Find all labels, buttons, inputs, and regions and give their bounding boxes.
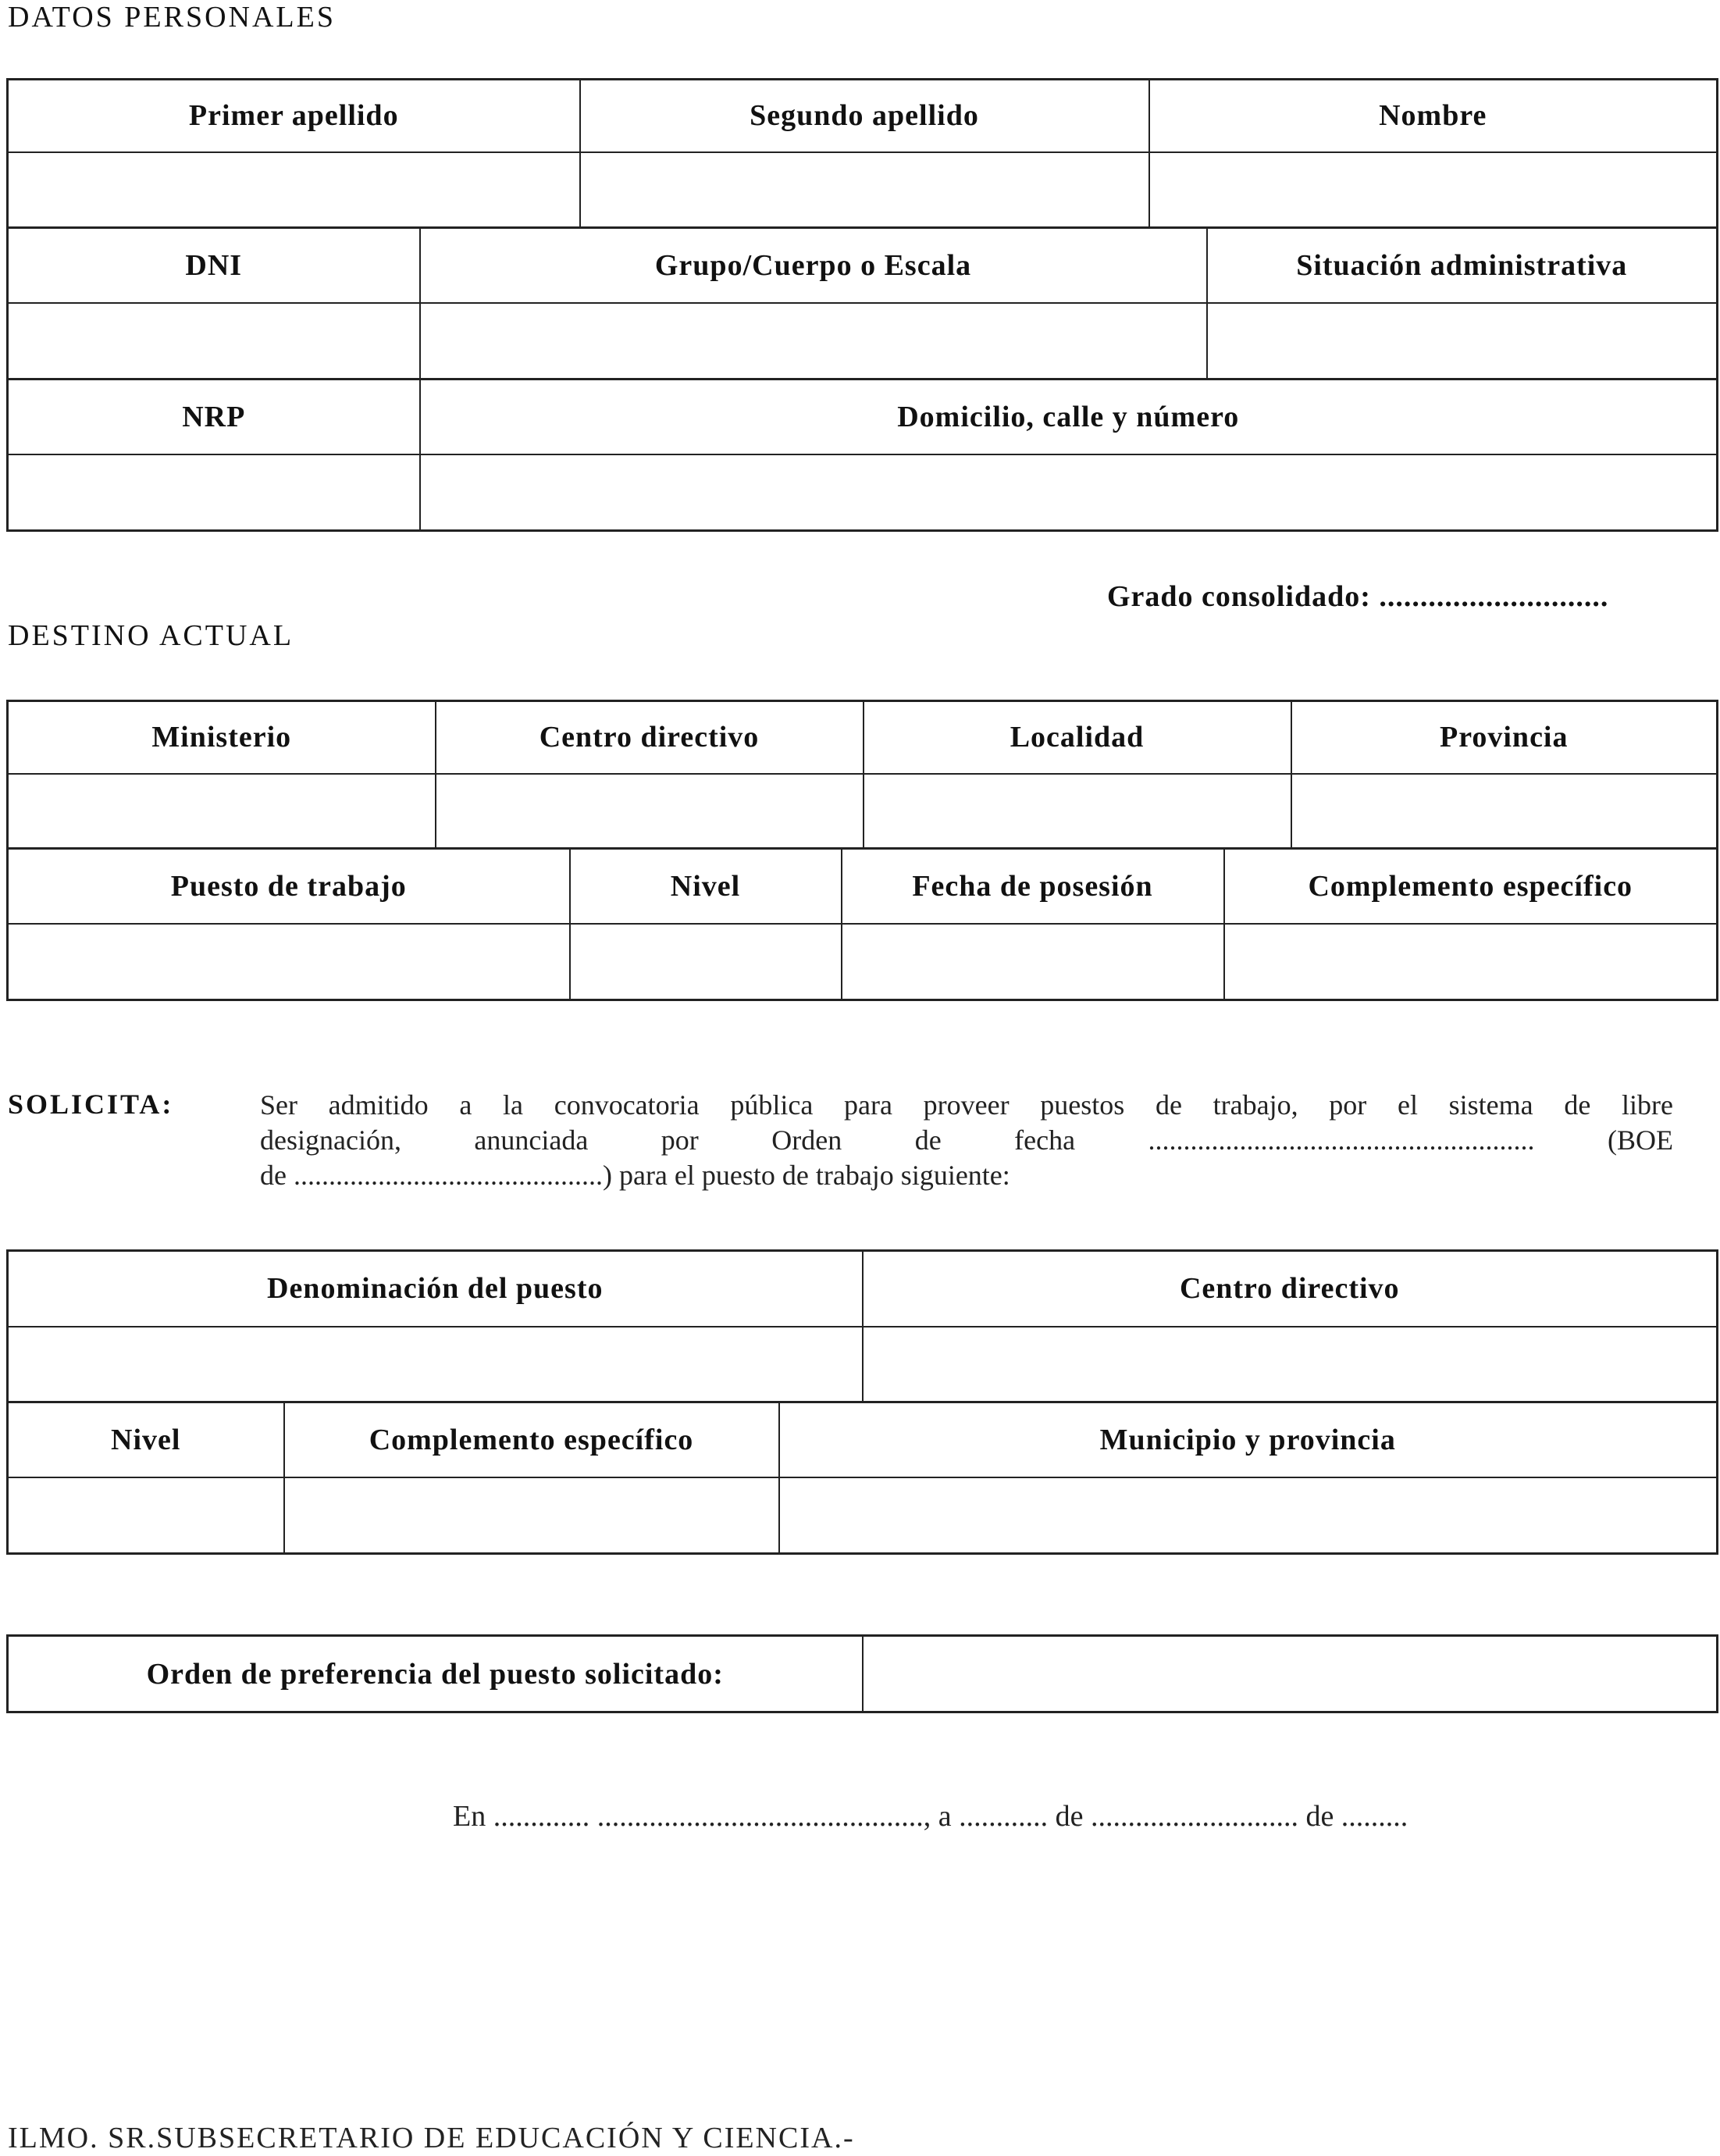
field-provincia[interactable]	[1291, 774, 1718, 849]
header-dni: DNI	[8, 227, 420, 303]
field-puesto-trabajo[interactable]	[8, 924, 570, 1000]
field-ministerio[interactable]	[8, 774, 436, 849]
field-complemento-solicitado[interactable]	[284, 1477, 779, 1553]
personal-data-table-dni	[6, 226, 1718, 380]
header-provincia: Provincia	[1291, 701, 1718, 774]
header-nivel: Nivel	[570, 848, 842, 924]
field-situacion[interactable]	[1207, 303, 1718, 379]
field-dni[interactable]	[8, 303, 420, 379]
field-municipio[interactable]	[779, 1477, 1718, 1553]
header-municipio: Municipio y provincia	[779, 1402, 1718, 1477]
field-nrp[interactable]	[8, 454, 420, 530]
header-situacion: Situación administrativa	[1207, 227, 1718, 303]
solicita-label: SOLICITA:	[8, 1089, 174, 1120]
grado-consolidado: Grado consolidado: ............................	[1107, 580, 1609, 613]
destino-table-puesto	[6, 847, 1718, 1001]
header-grupo: Grupo/Cuerpo o Escala	[420, 227, 1207, 303]
personal-data-table-names	[6, 78, 1718, 229]
header-ministerio: Ministerio	[8, 701, 436, 774]
field-preferencia[interactable]	[863, 1636, 1718, 1712]
field-nivel[interactable]	[570, 924, 842, 1000]
header-domicilio: Domicilio, calle y número	[420, 379, 1718, 454]
preferencia-label: Orden de preferencia del puesto solicitado:	[8, 1636, 863, 1712]
header-complemento-solicitado: Complemento específico	[284, 1402, 779, 1477]
field-nombre[interactable]	[1149, 152, 1718, 228]
solicita-line-3: de ............................................) para el puesto de trabajo siguiente:	[260, 1160, 1010, 1191]
preferencia-table	[6, 1634, 1718, 1713]
puesto-solicitado-table-top	[6, 1249, 1718, 1403]
destino-table-location	[6, 700, 1718, 850]
section-title-datos-personales: DATOS PERSONALES	[8, 1, 336, 34]
solicita-line-2: designación, anunciada por Orden de fecha ....................................................... (BOE	[260, 1124, 1673, 1156]
header-nombre: Nombre	[1149, 80, 1718, 152]
destinatario: ILMO. SR.SUBSECRETARIO DE EDUCACIÓN Y CIENCIA.-	[8, 2122, 855, 2154]
header-segundo-apellido: Segundo apellido	[580, 80, 1149, 152]
header-fecha-posesion: Fecha de posesión	[842, 848, 1224, 924]
solicita-line-1: Ser admitido a la convocatoria pública para proveer puestos de trabajo, por el sistema de libre	[260, 1089, 1673, 1121]
personal-data-table-nrp	[6, 378, 1718, 532]
header-centro-directivo-solicitado: Centro directivo	[863, 1251, 1718, 1327]
field-complemento[interactable]	[1224, 924, 1718, 1000]
field-centro-directivo-solicitado[interactable]	[863, 1327, 1718, 1402]
field-domicilio[interactable]	[420, 454, 1718, 530]
header-localidad: Localidad	[864, 701, 1291, 774]
field-primer-apellido[interactable]	[8, 152, 580, 228]
field-nivel-solicitado[interactable]	[8, 1477, 284, 1553]
header-nivel-solicitado: Nivel	[8, 1402, 284, 1477]
header-primer-apellido: Primer apellido	[8, 80, 580, 152]
field-centro-directivo[interactable]	[436, 774, 864, 849]
field-denominacion[interactable]	[8, 1327, 863, 1402]
header-denominacion: Denominación del puesto	[8, 1251, 863, 1327]
header-puesto-trabajo: Puesto de trabajo	[8, 848, 570, 924]
field-segundo-apellido[interactable]	[580, 152, 1149, 228]
puesto-solicitado-table-bottom	[6, 1401, 1718, 1555]
header-nrp: NRP	[8, 379, 420, 454]
section-title-destino-actual: DESTINO ACTUAL	[8, 619, 294, 652]
header-centro-directivo: Centro directivo	[436, 701, 864, 774]
fecha-line: En ............. ............................................, a ............ de ............................ de .........	[453, 1800, 1408, 1833]
field-fecha-posesion[interactable]	[842, 924, 1224, 1000]
field-localidad[interactable]	[864, 774, 1291, 849]
field-grupo[interactable]	[420, 303, 1207, 379]
solicita-text	[260, 1088, 1673, 1193]
header-complemento: Complemento específico	[1224, 848, 1718, 924]
